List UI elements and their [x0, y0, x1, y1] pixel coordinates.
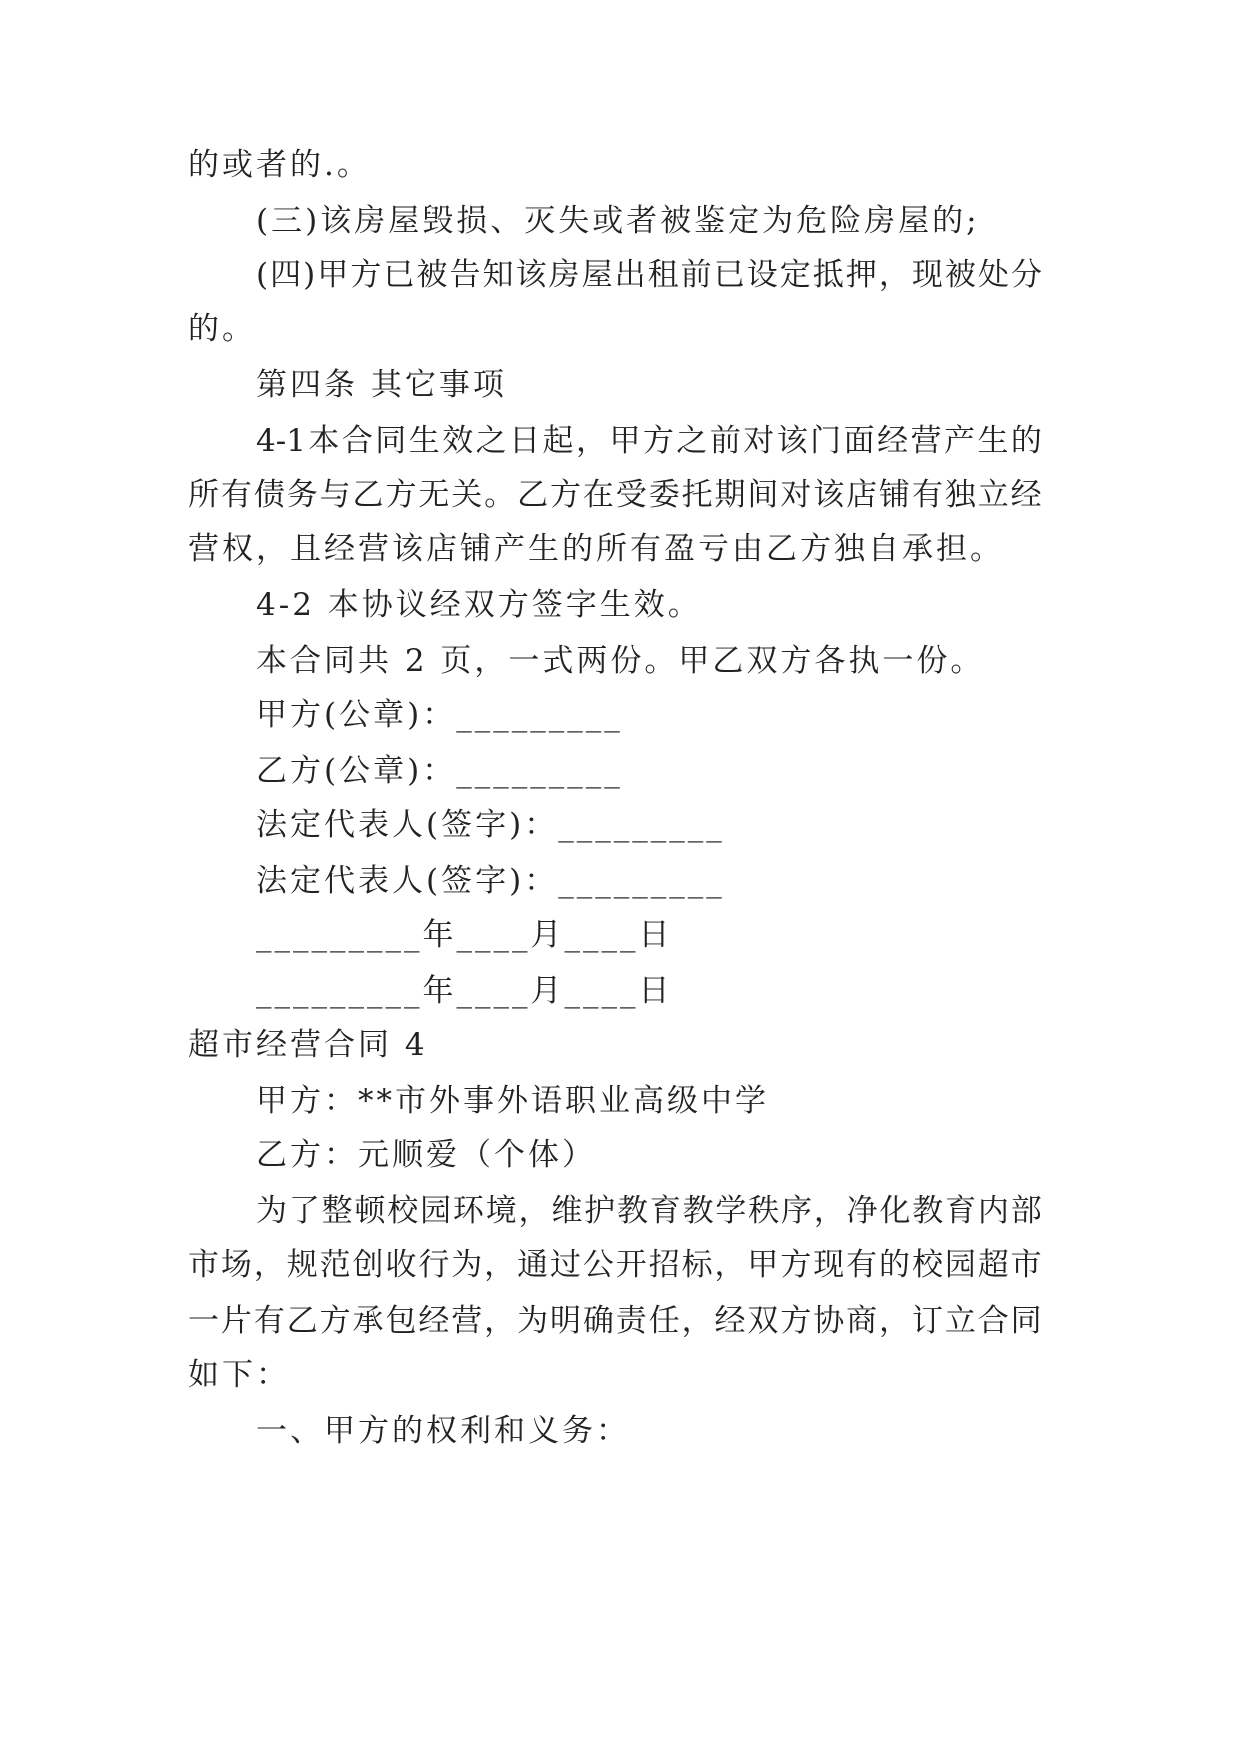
contract-title: 超市经营合同 4 [188, 1027, 428, 1063]
section-heading: 一、甲方的权利和义务： [256, 1413, 630, 1449]
legal-rep-signature-line: 法定代表人(签字)：_________ [256, 863, 725, 899]
preamble-line: 市 场 ， 规 范 创 收 行 为 ， 通 过 公 开 招 标 ， 甲 方 现 有 的 校 园 超 市 [188, 1247, 1042, 1283]
copies-note: 本合同共 2 页，一式两份。甲乙双方各执一份。 [256, 643, 985, 679]
preamble-line: 如下： [188, 1357, 290, 1393]
paragraph-line: 的或者的.。 [188, 147, 371, 183]
preamble-line: 为 了 整 顿 校 园 环 境 ， 维 护 教 育 教 学 秩 序 ， 净 化 教 育 内 部 [256, 1193, 1042, 1229]
clause-4-1-line: 营权，且经营该店铺产生的所有盈亏由乙方独自承担。 [188, 531, 1004, 567]
party-a-name: 甲方：**市外事外语职业高级中学 [256, 1083, 769, 1119]
party-b-name: 乙方：元顺爱（个体） [256, 1137, 596, 1173]
party-a-seal-line: 甲方(公章)：_________ [256, 697, 623, 733]
list-item-3: (三)该房屋毁损、灭失或者被鉴定为危险房屋的; [256, 203, 980, 239]
legal-rep-signature-line: 法定代表人(签字)：_________ [256, 807, 725, 843]
clause-4-2: 4-2 本协议经双方签字生效。 [256, 587, 702, 623]
preamble-line: 一 片 有 乙 方 承 包 经 营 ， 为 明 确 责 任 ， 经 双 方 协 商 ， 订 立 合 同 [188, 1303, 1042, 1339]
date-line: _________年____月____日 [256, 973, 673, 1009]
section-heading: 第四条 其它事项 [256, 367, 507, 403]
list-item-4: ( 四 ) 甲 方 已 被 告 知 该 房 屋 出 租 前 已 设 定 抵 押 ， 现 被 处 分 [256, 257, 1042, 293]
paragraph-line: 的。 [188, 311, 256, 347]
clause-4-1-line: 所 有 债 务 与 乙 方 无 关 。 乙 方 在 受 委 托 期 间 对 该 店 铺 有 独 立 经 [188, 477, 1042, 513]
party-b-seal-line: 乙方(公章)：_________ [256, 753, 623, 789]
clause-4-1: 4-1 本 合 同 生 效 之 日 起 ， 甲 方 之 前 对 该 门 面 经 营 产 生 的 [256, 423, 1042, 459]
date-line: _________年____月____日 [256, 917, 673, 953]
